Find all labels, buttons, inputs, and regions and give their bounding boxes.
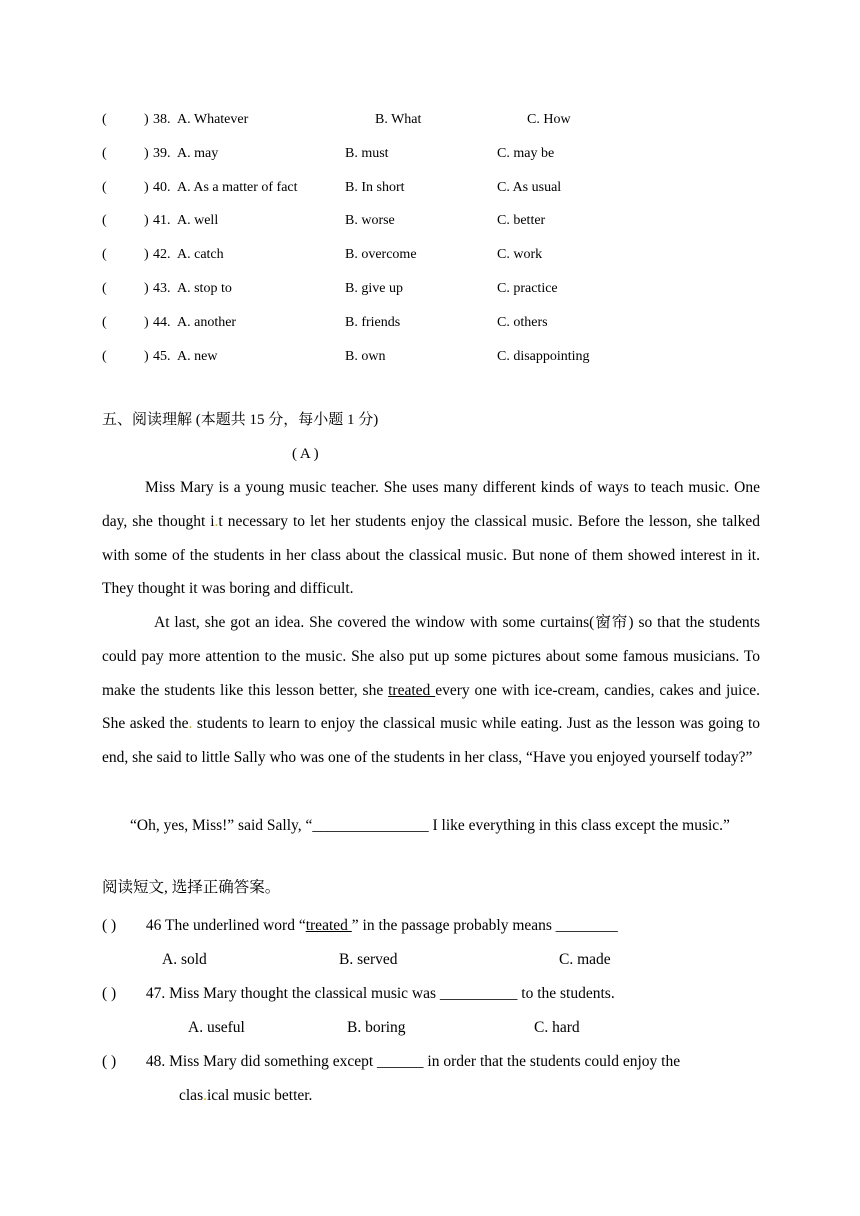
option-a: A. catch	[177, 247, 224, 262]
item-number: 39.	[153, 146, 171, 161]
passage-label: ( A )	[292, 446, 319, 462]
option-b: B. give up	[345, 281, 403, 296]
passage-paragraph-2	[102, 606, 760, 775]
option-c: C. As usual	[497, 180, 562, 195]
cloze-item-45	[0, 347, 860, 367]
passage-paragraph-3	[102, 809, 760, 843]
answer-paren-open: (	[102, 281, 107, 296]
option-b: B. served	[339, 951, 398, 968]
option-c: C. hard	[534, 1019, 580, 1036]
q48-text: 48. Miss Mary did something except ______ in order that the students could enjoy the	[142, 1053, 681, 1070]
option-c: C. others	[497, 315, 548, 330]
cloze-item-41	[0, 211, 860, 231]
answer-paren-open: (	[102, 213, 107, 228]
q48-cont-end: ical music better.	[206, 1087, 313, 1104]
p1-mark-dot: .	[214, 512, 219, 530]
q48-cont-start: clas	[179, 1087, 204, 1104]
p1-text-start: Miss Mary is a young music teacher. She uses many different kinds of ways to teach music. One day, she thought i	[102, 479, 760, 530]
option-b: B. worse	[345, 213, 395, 228]
answer-paren-open: (	[102, 146, 107, 161]
answer-paren: ( )	[102, 985, 117, 1002]
option-a: A. As a matter of fact	[177, 180, 298, 195]
answer-paren: ( )	[102, 917, 117, 934]
item-number: 42.	[153, 247, 171, 262]
item-number: 38.	[153, 112, 171, 127]
answer-paren: ( )	[102, 1053, 117, 1070]
option-b: B. overcome	[345, 247, 417, 262]
p2-text-start: At last, she got an idea. She covered the window with some curtains(窗帘) so that the students could pay more attention to the music. She also put up some pictures about some famous musicians. To make the students like this lesson better, she	[102, 614, 760, 699]
option-a: A. new	[177, 349, 218, 364]
option-b: B. boring	[347, 1019, 406, 1036]
answer-paren-close: )	[144, 213, 149, 228]
answer-paren-close: )	[144, 315, 149, 330]
underlined-word-treated: treated	[388, 681, 436, 699]
section-title: 五、阅读理解 (本题共 15 分，每小题 1 分)	[102, 412, 379, 428]
cloze-item-39	[0, 144, 860, 164]
p1-text-end: t necessary to let her students enjoy the classical music. Before the lesson, she talked with some of the students in her class about the classical music. But none of them showed interest in it. They thought it was boring and difficult.	[102, 512, 760, 598]
q46-underlined-word: treated	[305, 917, 352, 934]
item-number: 41.	[153, 213, 171, 228]
p2-text-end: students to learn to enjoy the classical music while eating. Just as the lesson was going to end, she said to little Sally who was one of the students in her class, “Have you enjoyed yourself today?”	[102, 715, 760, 767]
q48-mark-dot: .	[203, 1087, 207, 1104]
option-b: B. What	[375, 112, 422, 127]
option-c: C. better	[497, 213, 546, 228]
answer-paren-close: )	[144, 112, 149, 127]
answer-paren-open: (	[102, 247, 107, 262]
instruction-text: 阅读短文, 选择正确答案。	[102, 879, 281, 896]
question-48-continuation	[179, 1084, 312, 1108]
q46-text-start: 46 The underlined word “	[142, 917, 306, 934]
option-c: C. How	[527, 112, 571, 127]
p2-mark-dot: .	[188, 715, 193, 733]
option-c: C. work	[497, 247, 543, 262]
option-a: A. well	[177, 213, 219, 228]
item-number: 43.	[153, 281, 171, 296]
item-number: 44.	[153, 315, 171, 330]
option-c: C. made	[559, 951, 611, 968]
cloze-item-42	[0, 245, 860, 265]
answer-paren-close: )	[144, 281, 149, 296]
cloze-item-38	[0, 110, 860, 130]
cloze-item-43	[0, 279, 860, 299]
cloze-item-44	[0, 313, 860, 333]
q46-text-end: ” in the passage probably means ________	[351, 917, 618, 934]
option-c: C. disappointing	[497, 349, 590, 364]
option-a: A. may	[177, 146, 219, 161]
cloze-item-40	[0, 178, 860, 198]
option-a: A. Whatever	[177, 112, 249, 127]
p2-text-middle: every one with ice-cream, candies, cakes and juice. She asked the	[102, 681, 760, 733]
option-b: B. In short	[345, 180, 405, 195]
answer-paren-close: )	[144, 146, 149, 161]
item-number: 45.	[153, 349, 171, 364]
answer-paren-close: )	[144, 180, 149, 195]
option-a: A. useful	[188, 1019, 245, 1036]
question-48	[102, 1050, 680, 1074]
option-a: A. stop to	[177, 281, 232, 296]
answer-paren-open: (	[102, 349, 107, 364]
question-46	[102, 914, 618, 938]
answer-paren-open: (	[102, 180, 107, 195]
question-47	[102, 982, 615, 1006]
q47-text: 47. Miss Mary thought the classical music was __________ to the students.	[142, 985, 615, 1002]
option-b: B. own	[345, 349, 386, 364]
answer-paren-open: (	[102, 315, 107, 330]
option-b: B. friends	[345, 315, 401, 330]
option-a: A. sold	[162, 951, 207, 968]
option-a: A. another	[177, 315, 237, 330]
option-c: C. practice	[497, 281, 558, 296]
option-b: B. must	[345, 146, 389, 161]
passage-paragraph-1	[102, 471, 760, 606]
answer-paren-close: )	[144, 247, 149, 262]
answer-paren-open: (	[102, 112, 107, 127]
p3-text: “Oh, yes, Miss!” said Sally, “_______________ I like everything in this class except the music.”	[130, 817, 730, 834]
option-c: C. may be	[497, 146, 555, 161]
item-number: 40.	[153, 180, 171, 195]
answer-paren-close: )	[144, 349, 149, 364]
